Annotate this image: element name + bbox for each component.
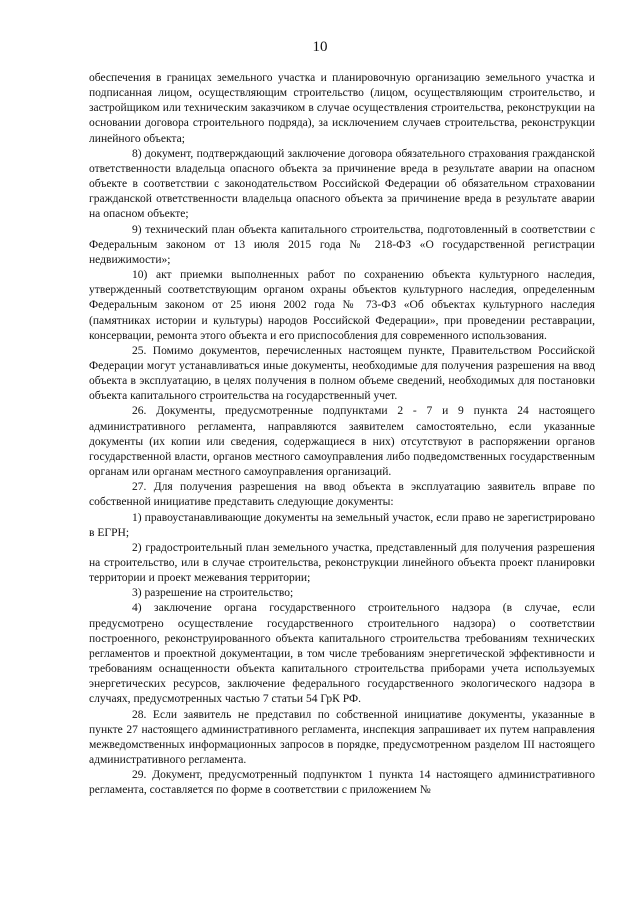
page-number: 10 bbox=[312, 39, 328, 55]
paragraph-item-8: 8) документ, подтверждающий заключение договора обязательного страхования гражданской ответственности владельца опасного объекта за причинение вреда в результате аварии на опасном объекте в соответствии с законодательством Российской Федерации об обязательном страховании гражданской ответственности владельца опасного объекта за причинение вреда в результате аварии на опасном объекте; bbox=[89, 147, 595, 221]
paragraph-item-10: 10) акт приемки выполненных работ по сохранению объекта культурного наследия, утвержденный соответствующим органом охраны объектов культурного наследия, определенным Федеральным законом от 25 июня 2002 года № 73-ФЗ «Об объектах культурного наследия (памятниках истории и культуры) народов Российской Федерации», при проведении реставрации, консервации, ремонта этого объекта и его приспособления для современного использования. bbox=[89, 269, 595, 342]
paragraph-27-item-2: 2) градостроительный план земельного участка, представленный для получения разрешения на строительство, или в случае строительства, реконструкции линейного объекта проект планировки территории и проект межевания территории; bbox=[89, 541, 595, 585]
paragraph-27: 27. Для получения разрешения на ввод объекта в эксплуатацию заявитель вправе по собственной инициативе представить следующие документы: bbox=[89, 481, 595, 509]
paragraph-29: 29. Документ, предусмотренный подпунктом 1 пункта 14 настоящего административного регламента, составляется по форме в соответствии с приложением № bbox=[89, 769, 595, 797]
paragraph-27-item-3: 3) разрешение на строительство; bbox=[132, 587, 294, 600]
paragraph-item-9: 9) технический план объекта капитального строительства, подготовленный в соответствии с Федеральным законом от 13 июля 2015 года № 218-ФЗ «О государственной регистрации недвижимости»; bbox=[89, 223, 595, 266]
paragraph-27-item-1: 1) правоустанавливающие документы на земельный участок, если право не зарегистрировано в ЕГРН; bbox=[89, 511, 595, 539]
paragraph-27-item-4: 4) заключение органа государственного строительного надзора (в случае, если предусмотрено осуществление государственного строительного надзора) о соответствии построенного, реконструированного объекта капитального строительства требованиям технических регламентов и проектной документации, в том числе требованиям энергетической эффективности и требованиям оснащенности объекта капитального строительства приборами учета используемых энергетических ресурсов, заключение федерального государственного экологического надзора в случаях, предусмотренных частью 7 статьи 54 ГрК РФ. bbox=[89, 602, 595, 706]
paragraph-25: 25. Помимо документов, перечисленных настоящем пункте, Правительством Российской Федерации могут устанавливаться иные документы, необходимые для получения разрешения на ввод объекта в эксплуатацию, в целях получения в полном объеме сведений, необходимых для постановки объекта капитального строительства на государственный учет. bbox=[89, 344, 595, 403]
document-body bbox=[89, 71, 595, 799]
paragraph-continuation: обеспечения в границах земельного участка и планировочную организацию земельного участка и подписанная лицом, осуществляющим строительство (лицом, осуществляющим строительство, и застройщиком или техническим заказчиком в случае осуществления строительства, реконструкции на основании договора строительного подряда), за исключением случаев строительства, реконструкции линейного объекта; bbox=[89, 72, 595, 145]
paragraph-28: 28. Если заявитель не представил по собственной инициативе документы, указанные в пункте 27 настоящего административного регламента, инспекция запрашивает их путем направления межведомственных информационных запросов в порядке, предусмотренном разделом III настоящего административного регламента. bbox=[89, 708, 595, 767]
paragraph-26: 26. Документы, предусмотренные подпунктами 2 - 7 и 9 пункта 24 настоящего административного регламента, направляются заявителем самостоятельно, если указанные документы (их копии или сведения, содержащиеся в них) отсутствуют в распоряжении органов государственной власти, органов местного самоуправления либо подведомственных государственным органам или органам местного самоуправления организаций. bbox=[89, 405, 595, 479]
